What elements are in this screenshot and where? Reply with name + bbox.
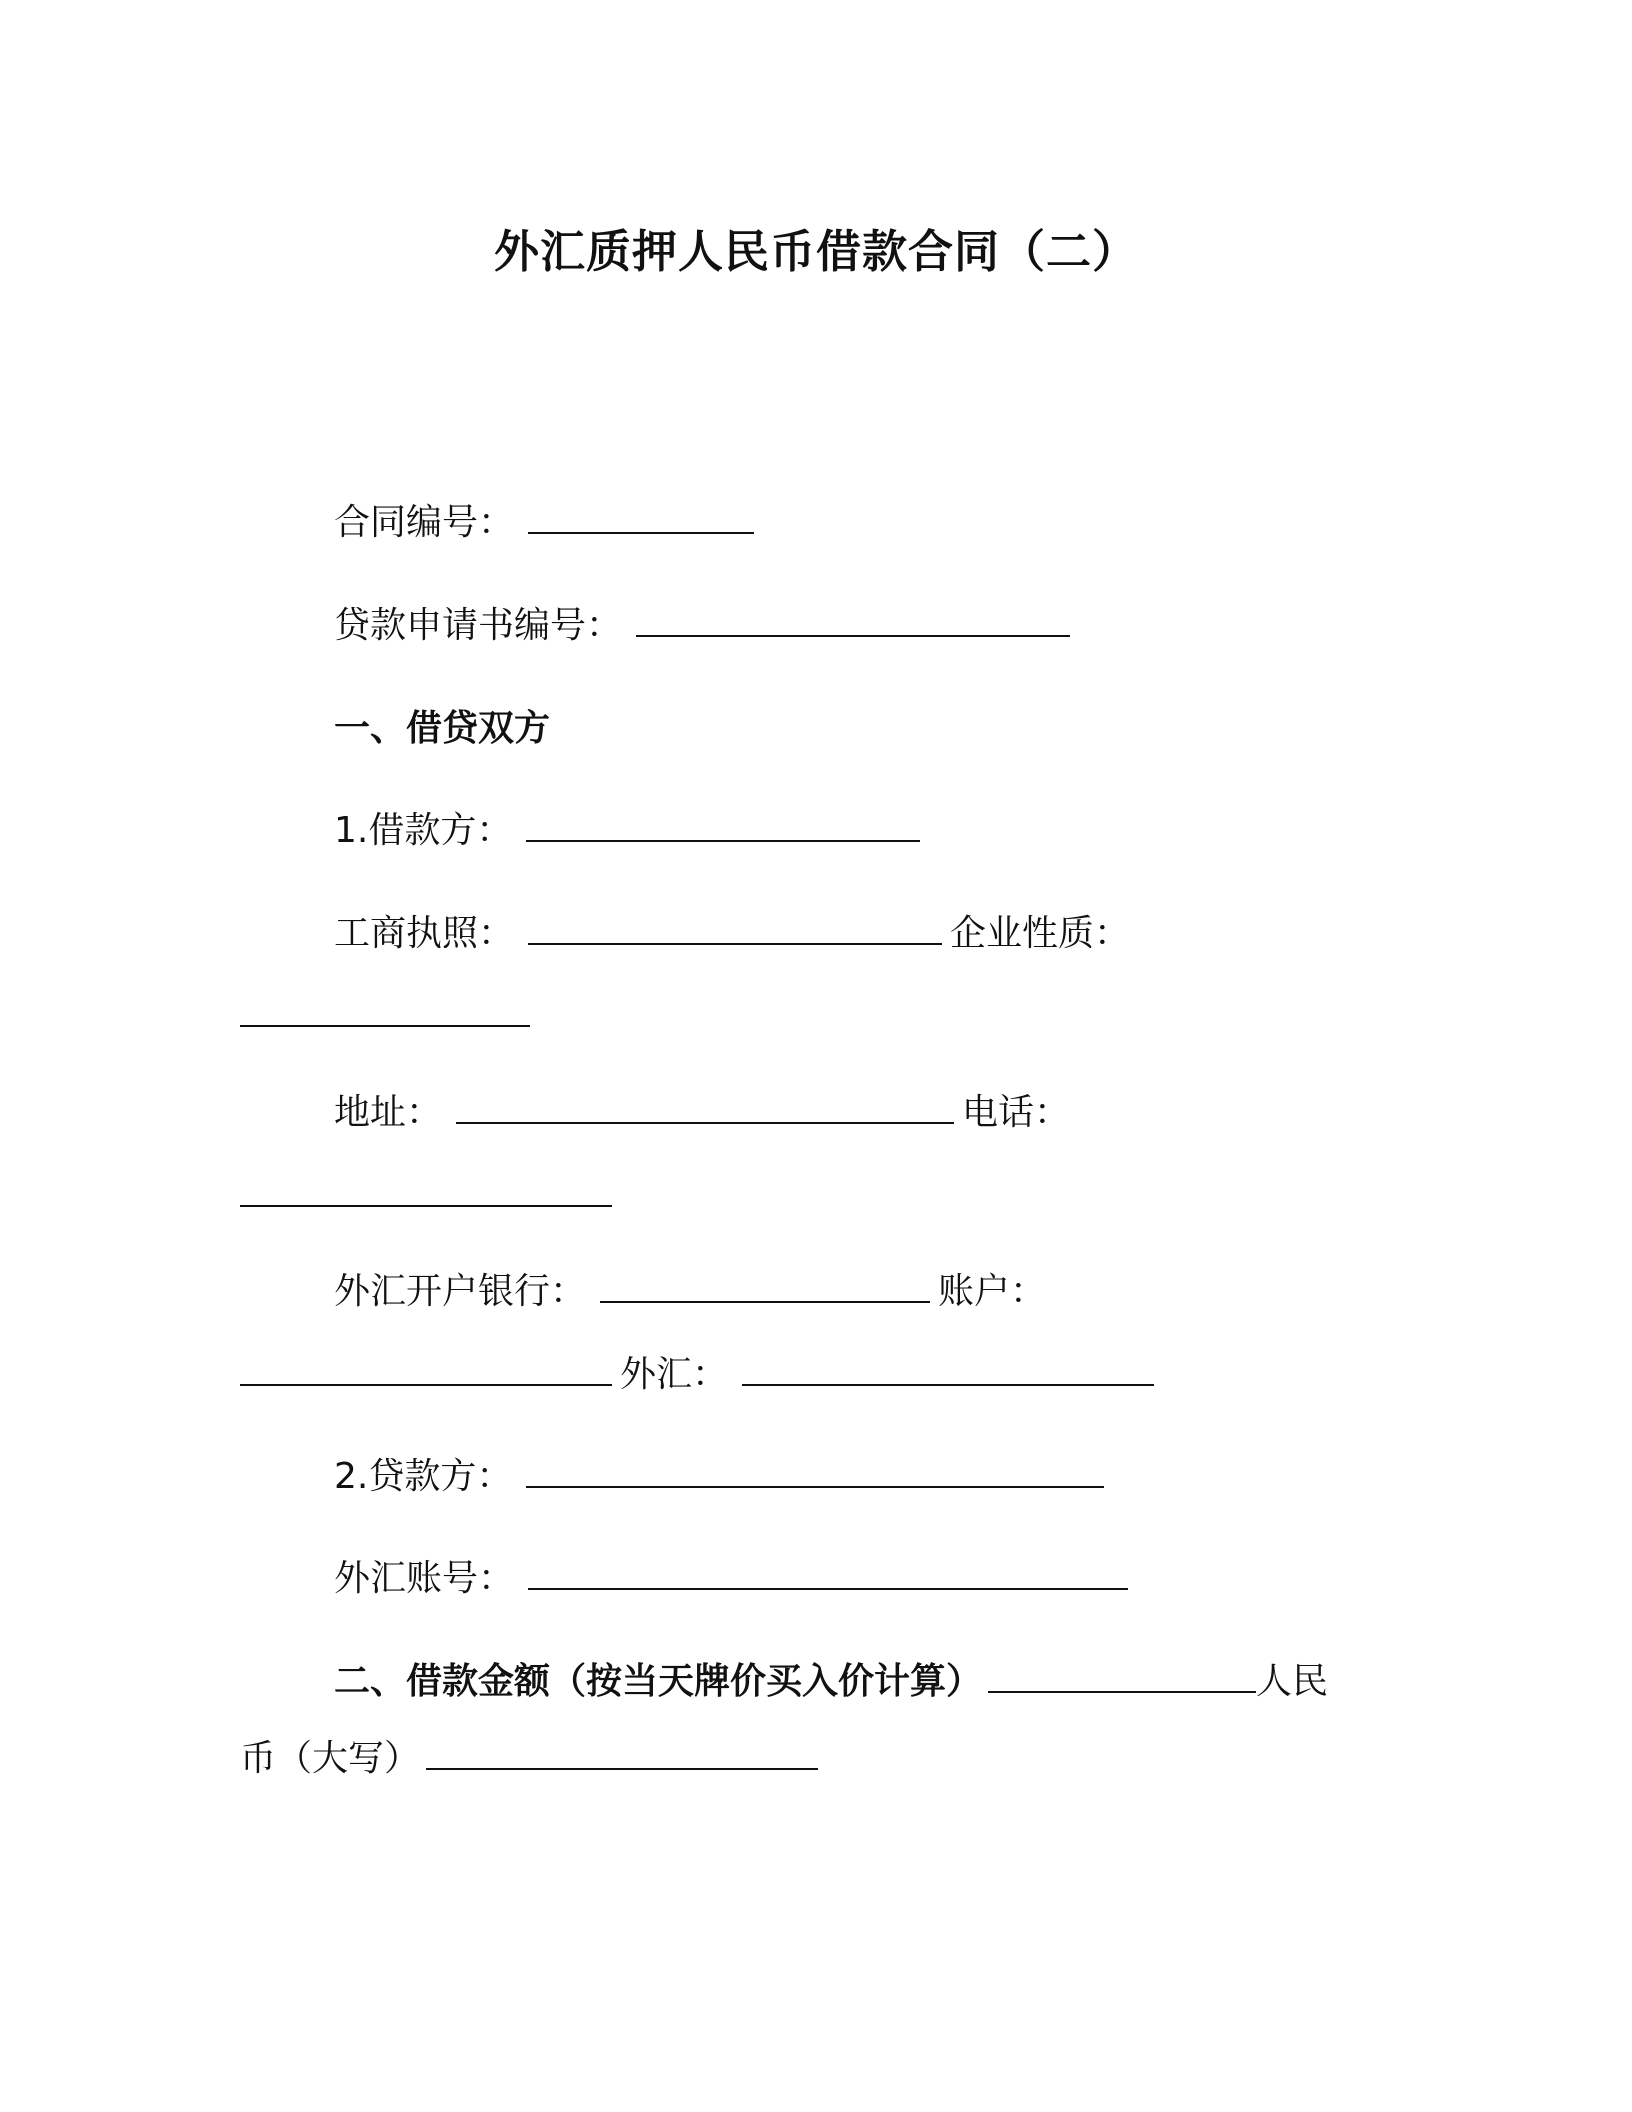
fx-account-number-label: 外汇账号：	[334, 1558, 515, 1599]
loan-amount-blank[interactable]	[988, 1661, 1256, 1693]
loan-amount-row	[334, 1656, 1328, 1708]
fx-bank-blank[interactable]	[600, 1271, 930, 1303]
fx-account-number-blank[interactable]	[528, 1558, 1128, 1590]
address-blank[interactable]	[456, 1092, 954, 1124]
phone-label: 电话：	[962, 1092, 1071, 1133]
account-fx-row	[240, 1349, 1162, 1401]
rmb-capital-label: 币（大写）	[240, 1738, 421, 1779]
contract-number-row	[334, 497, 762, 549]
fx-bank-row	[334, 1266, 1046, 1318]
fx-blank[interactable]	[742, 1354, 1154, 1386]
fx-bank-label: 外汇开户银行：	[334, 1271, 587, 1312]
enterprise-nature-row	[240, 990, 538, 1042]
section-2-heading: 二、借款金额（按当天牌价买入价计算）	[334, 1661, 983, 1702]
address-row	[334, 1087, 1070, 1139]
address-label: 地址：	[334, 1092, 443, 1133]
borrower-label: 1.借款方：	[334, 810, 513, 851]
borrower-row	[334, 805, 928, 857]
loan-application-number-row	[334, 600, 1078, 652]
borrower-blank[interactable]	[526, 810, 920, 842]
document-title: 外汇质押人民币借款合同（二）	[493, 225, 1138, 278]
loan-application-number-label: 贷款申请书编号：	[334, 605, 623, 646]
rmb-capital-blank[interactable]	[426, 1738, 818, 1770]
business-license-blank[interactable]	[528, 913, 942, 945]
enterprise-nature-label: 企业性质：	[950, 913, 1131, 954]
account-label: 账户：	[938, 1271, 1047, 1312]
account-blank[interactable]	[240, 1354, 612, 1386]
phone-blank[interactable]	[240, 1175, 612, 1207]
lender-row	[334, 1451, 1112, 1503]
fx-account-number-row	[334, 1553, 1136, 1605]
business-license-row	[334, 908, 1130, 960]
rmb-label: 人民	[1256, 1661, 1329, 1702]
business-license-label: 工商执照：	[334, 913, 515, 954]
rmb-capital-row	[240, 1733, 826, 1785]
contract-number-blank[interactable]	[528, 502, 754, 534]
lender-blank[interactable]	[526, 1456, 1104, 1488]
loan-application-number-blank[interactable]	[636, 605, 1070, 637]
section-1-heading: 一、借贷双方	[334, 708, 551, 749]
fx-label: 外汇：	[620, 1354, 729, 1395]
enterprise-nature-blank[interactable]	[240, 995, 530, 1027]
lender-label: 2.贷款方：	[334, 1456, 513, 1497]
phone-row	[240, 1170, 620, 1222]
contract-number-label: 合同编号：	[334, 502, 515, 543]
